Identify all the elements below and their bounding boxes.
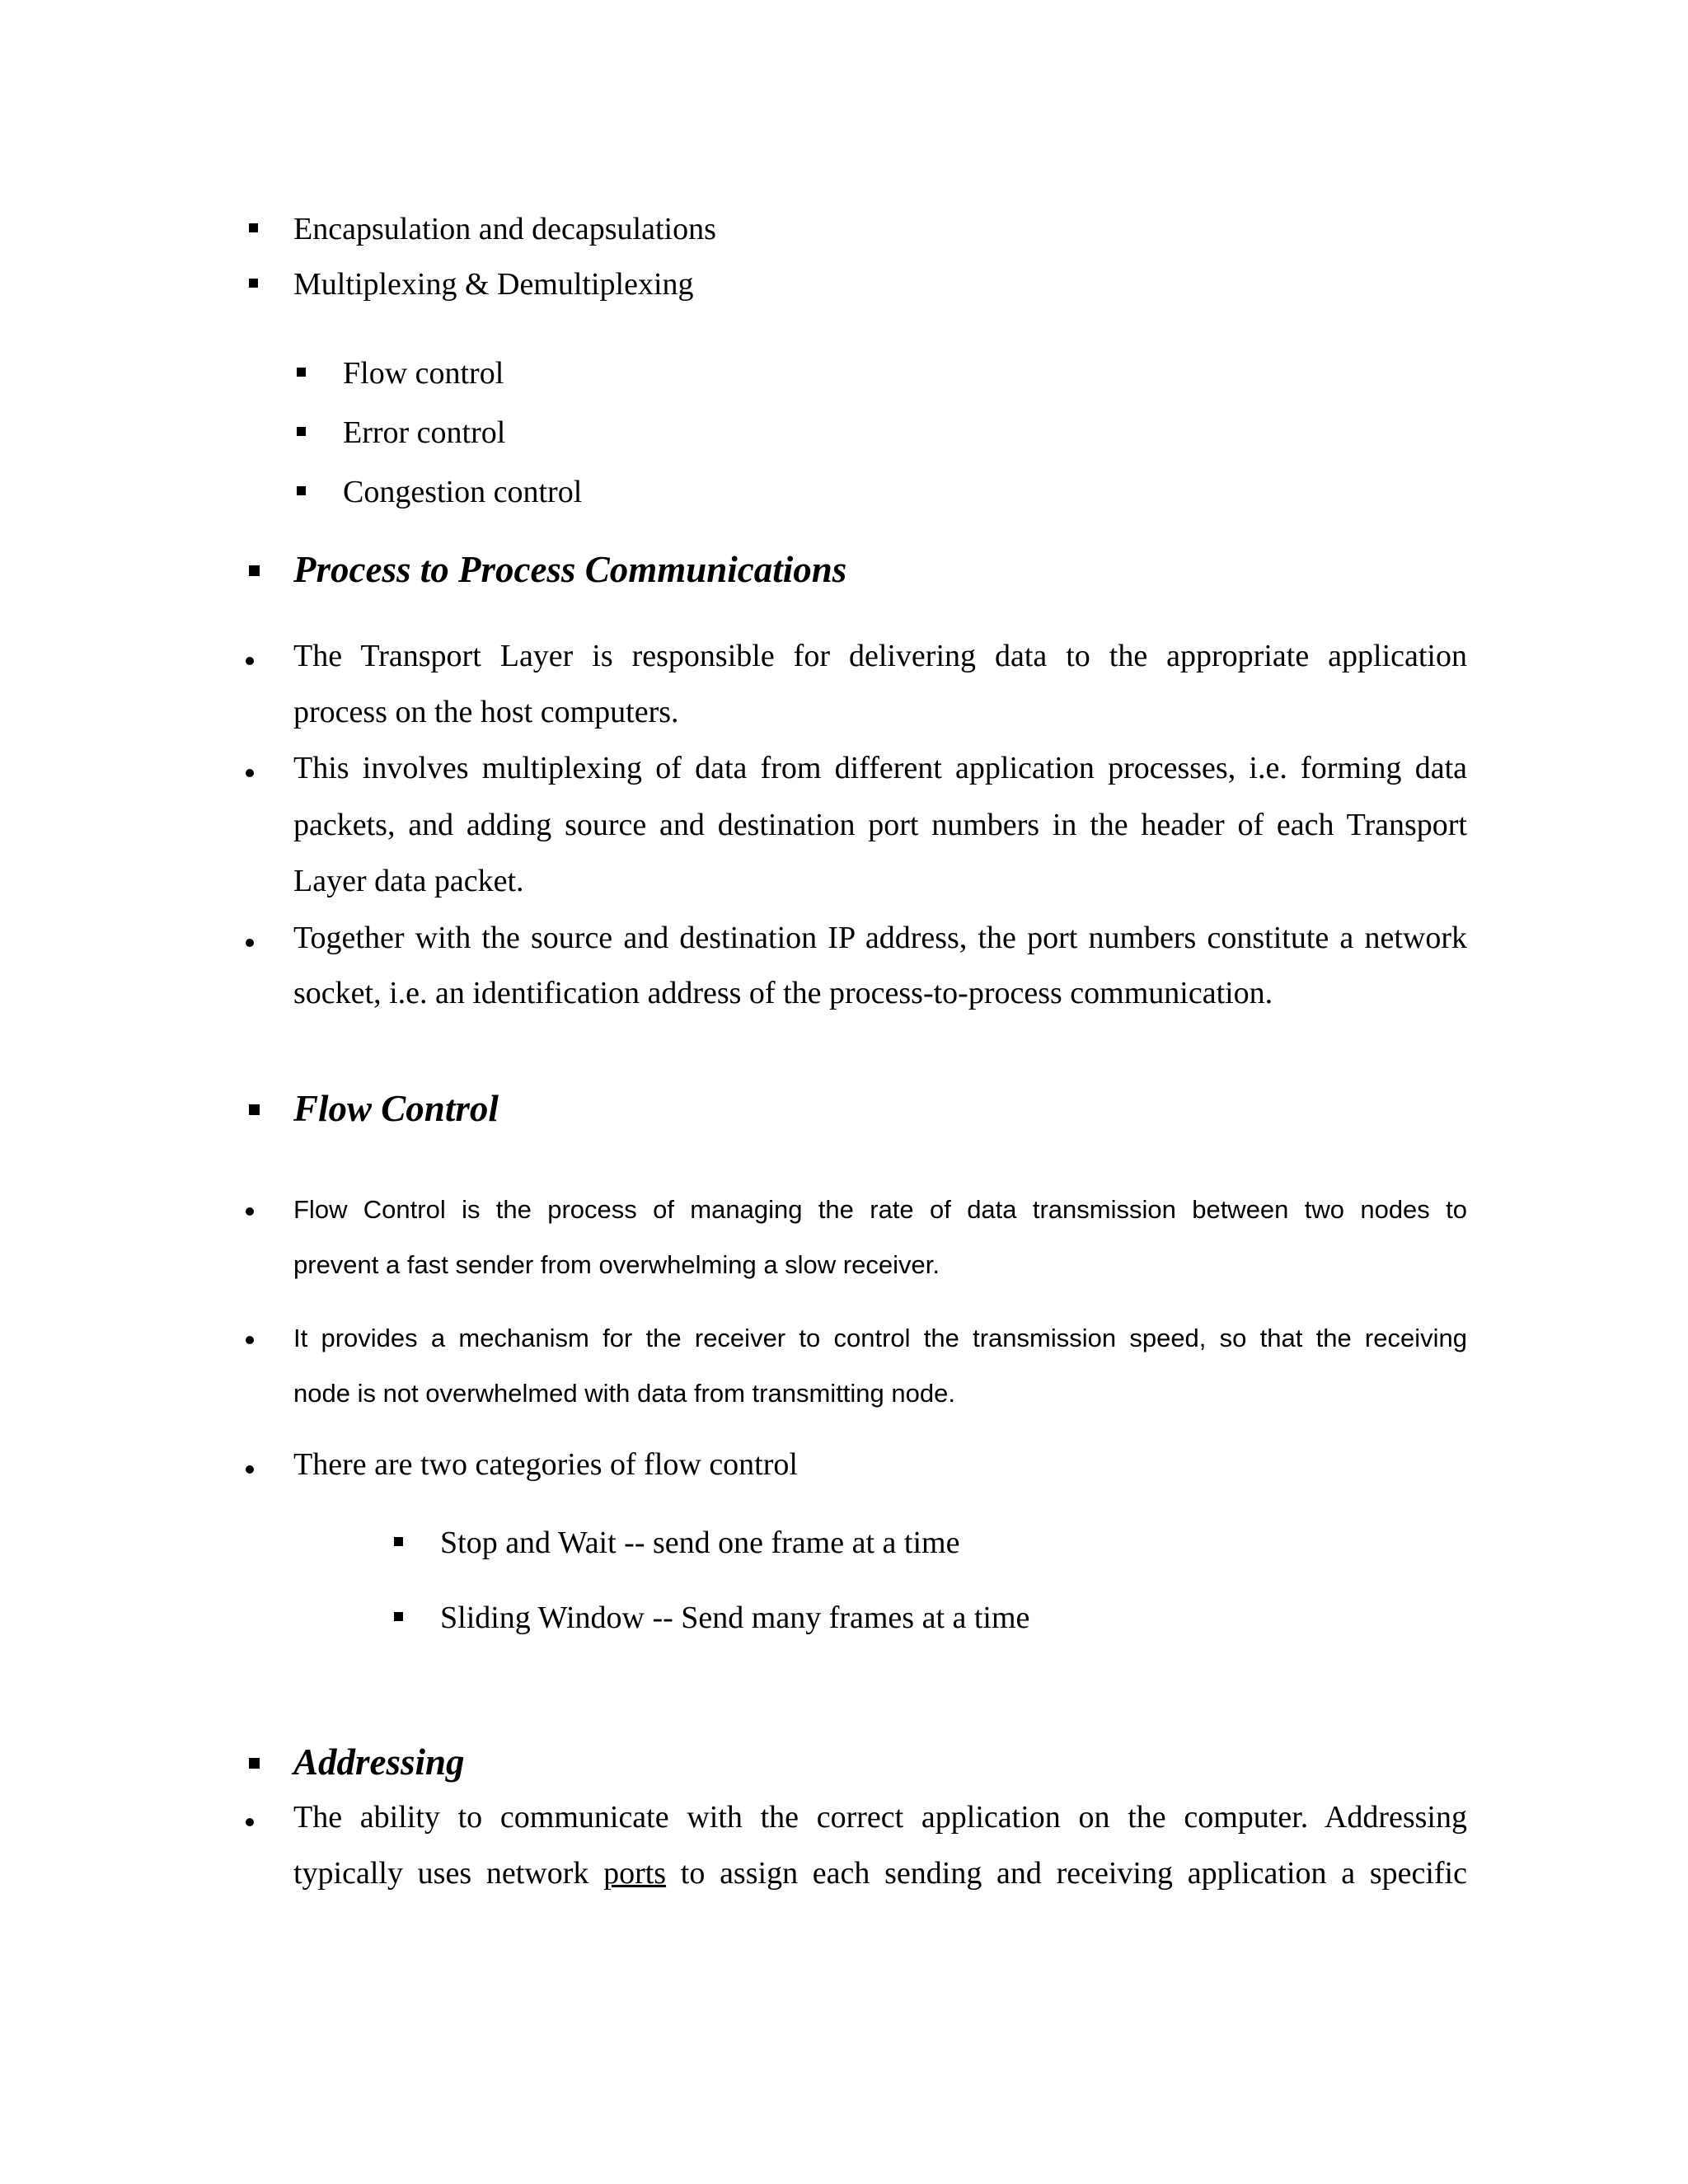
section-heading-flow-control: Flow Control (293, 1088, 499, 1129)
paragraph-line: The ability to communicate with the correct application on the computer. Addressing (293, 1800, 1467, 1835)
paragraph-line: node is not overwhelmed with data from transmitting node. (293, 1379, 955, 1408)
list-item: Stop and Wait -- send one frame at a time (440, 1526, 960, 1560)
square-bullet-icon (297, 427, 306, 436)
round-bullet-icon (246, 1336, 254, 1344)
square-bullet-icon (297, 486, 306, 495)
paragraph-line: Together with the source and destination IP address, the port numbers constitute a network (293, 921, 1467, 955)
square-bullet-icon (249, 1104, 260, 1115)
square-bullet-icon (249, 279, 258, 288)
square-bullet-icon (394, 1537, 403, 1546)
paragraph-line: socket, i.e. an identification address of the process-to-process communication. (293, 976, 1273, 1010)
section-heading-addressing: Addressing (293, 1741, 465, 1783)
square-bullet-icon (249, 223, 258, 232)
section-heading-process: Process to Process Communications (293, 549, 847, 590)
round-bullet-icon (246, 769, 254, 777)
paragraph-line: It provides a mechanism for the receiver to control the transmission speed, so that the receiving (293, 1324, 1467, 1352)
text-segment: typically uses network (293, 1856, 589, 1891)
square-bullet-icon (249, 565, 260, 576)
round-bullet-icon (246, 1818, 254, 1826)
list-item: Flow control (343, 356, 504, 391)
list-item: Error control (343, 415, 506, 450)
list-item: Congestion control (343, 475, 583, 509)
paragraph-line: process on the host computers. (293, 695, 679, 729)
paragraph-line: packets, and adding source and destination port numbers in the header of each Transport (293, 808, 1467, 842)
paragraph-line (293, 1858, 1467, 1889)
round-bullet-icon (246, 1207, 254, 1216)
paragraph-line: Layer data packet. (293, 864, 524, 898)
list-item: Multiplexing & Demultiplexing (293, 267, 694, 302)
square-bullet-icon (249, 1758, 260, 1769)
paragraph-line: Flow Control is the process of managing the rate of data transmission between two nodes to (293, 1195, 1467, 1224)
square-bullet-icon (297, 368, 306, 377)
paragraph-line: This involves multiplexing of data from different application processes, i.e. forming data (293, 751, 1467, 785)
round-bullet-icon (246, 1465, 254, 1474)
paragraph-line: prevent a fast sender from overwhelming a slow receiver. (293, 1250, 940, 1279)
list-item: Encapsulation and decapsulations (293, 212, 716, 246)
paragraph-line: The Transport Layer is responsible for delivering data to the appropriate application (293, 639, 1467, 673)
paragraph-line: There are two categories of flow control (293, 1447, 798, 1482)
list-item: Sliding Window -- Send many frames at a time (440, 1601, 1030, 1635)
round-bullet-icon (246, 657, 254, 665)
square-bullet-icon (394, 1612, 403, 1621)
ports-link[interactable]: ports (603, 1856, 667, 1891)
text-segment: to assign each sending and receiving application a specific (680, 1856, 1467, 1891)
round-bullet-icon (246, 939, 254, 947)
